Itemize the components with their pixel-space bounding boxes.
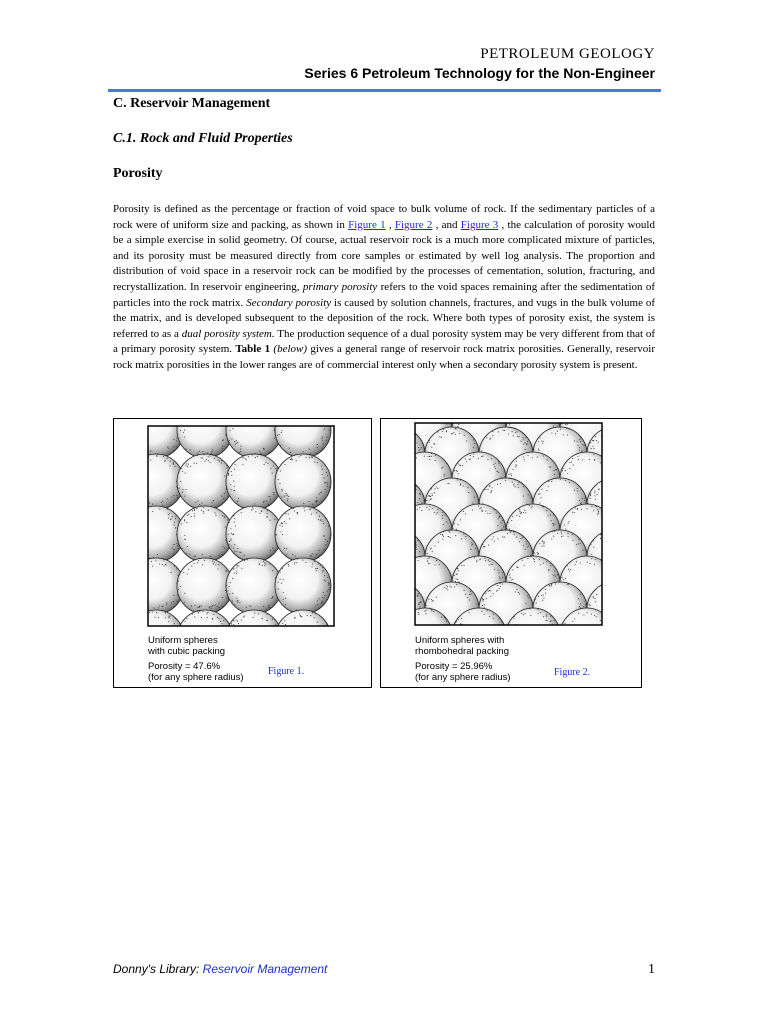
figure-2-porosity: Porosity = 25.96% — [415, 661, 493, 672]
sphere — [128, 454, 184, 510]
table-1-reference: Table 1 — [235, 343, 271, 356]
figure-2-link[interactable]: Figure 2 — [394, 218, 433, 231]
sphere — [226, 419, 282, 458]
section-heading: C. Reservoir Management — [113, 96, 271, 111]
sphere — [560, 608, 614, 662]
primary-porosity-term: primary porosity — [302, 280, 378, 293]
subsection-heading: C.1. Rock and Fluid Properties — [113, 131, 293, 146]
figure-2-caption: Uniform spheres with rhombohedral packing Porosity = 25.96% (for any sphere radius) — [415, 635, 511, 683]
sphere — [128, 419, 184, 458]
sphere — [275, 558, 331, 614]
sphere — [128, 506, 184, 562]
topic-heading: Porosity — [113, 166, 163, 181]
figure-1-label: Figure 1. — [268, 666, 305, 677]
page-number: 1 — [648, 962, 655, 977]
figure-3-link[interactable]: Figure 3 — [460, 218, 499, 231]
sphere — [614, 608, 641, 662]
sphere — [177, 419, 233, 458]
figure-1-link[interactable]: Figure 1 — [348, 218, 386, 231]
sphere — [614, 556, 641, 610]
header-rule — [108, 89, 661, 92]
figure-1-porosity: Porosity = 47.6% — [148, 661, 221, 672]
dual-porosity-term: dual porosity system. — [181, 327, 275, 340]
figure-2-label: Figure 2. — [554, 667, 591, 678]
sphere — [226, 506, 282, 562]
sphere — [177, 558, 233, 614]
sphere — [275, 506, 331, 562]
figure-1-caption: Uniform spheres with cubic packing Porosity = 47.6% (for any sphere radius) — [148, 635, 244, 683]
figure-1-box — [113, 418, 372, 688]
figure-2-box — [380, 418, 642, 688]
sphere — [128, 558, 184, 614]
sphere — [614, 452, 641, 506]
porosity-paragraph: Porosity is defined as the percentage or fraction of void space to bulk volume of rock. If the sedimentary particles of a rock were of uniform size and packing, as shown in Figure 1 , Figure 2 , and Figure 3 , the calculation of porosity would be a simple exercise in solid geometry. Of course, actual reservoir rock is a much more complicated mixture of particles, and its porosity must be measured directly from core samples or estimated by well log analysis. The proportion and distribution of void space in a reservoir rock can be modified by the processes of cementation, solution, fracturing, and recrystallization. In reservoir engineering, primary porosity refers to the void spaces remaining after the sedimentation of particles into the rock matrix. Secondary porosity is caused by solution channels, fractures, and vugs in the bulk volume of the matrix, and is developed subsequent to the deposition of the rock. Where both types of porosity exist, the system is referred to as a dual porosity system. The production sequence of a dual porosity system may be very different from that of a primary porosity system. Table 1 (below) gives a general range of reservoir rock matrix porosities. Generally, reservoir rock matrix porosities in the lower ranges are of commercial interest only when a secondary porosity system is present. — [113, 203, 656, 371]
sphere — [275, 610, 331, 666]
sphere — [177, 506, 233, 562]
footer-library: Donny's Library: Reservoir Management — [113, 962, 328, 976]
sphere — [381, 556, 398, 610]
sphere — [275, 454, 331, 510]
sphere — [381, 419, 398, 456]
sphere — [381, 452, 398, 506]
header-series: Series 6 Petroleum Technology for the Non-Engineer — [304, 65, 655, 81]
sphere — [226, 454, 282, 510]
sphere — [614, 419, 641, 456]
sphere — [226, 558, 282, 614]
header-title: PETROLEUM GEOLOGY — [480, 46, 655, 62]
sphere — [177, 454, 233, 510]
sphere — [381, 504, 398, 558]
sphere — [614, 504, 641, 558]
secondary-porosity-term: Secondary porosity — [246, 296, 332, 309]
footer-title: Reservoir Management — [202, 962, 328, 976]
sphere — [381, 608, 398, 662]
